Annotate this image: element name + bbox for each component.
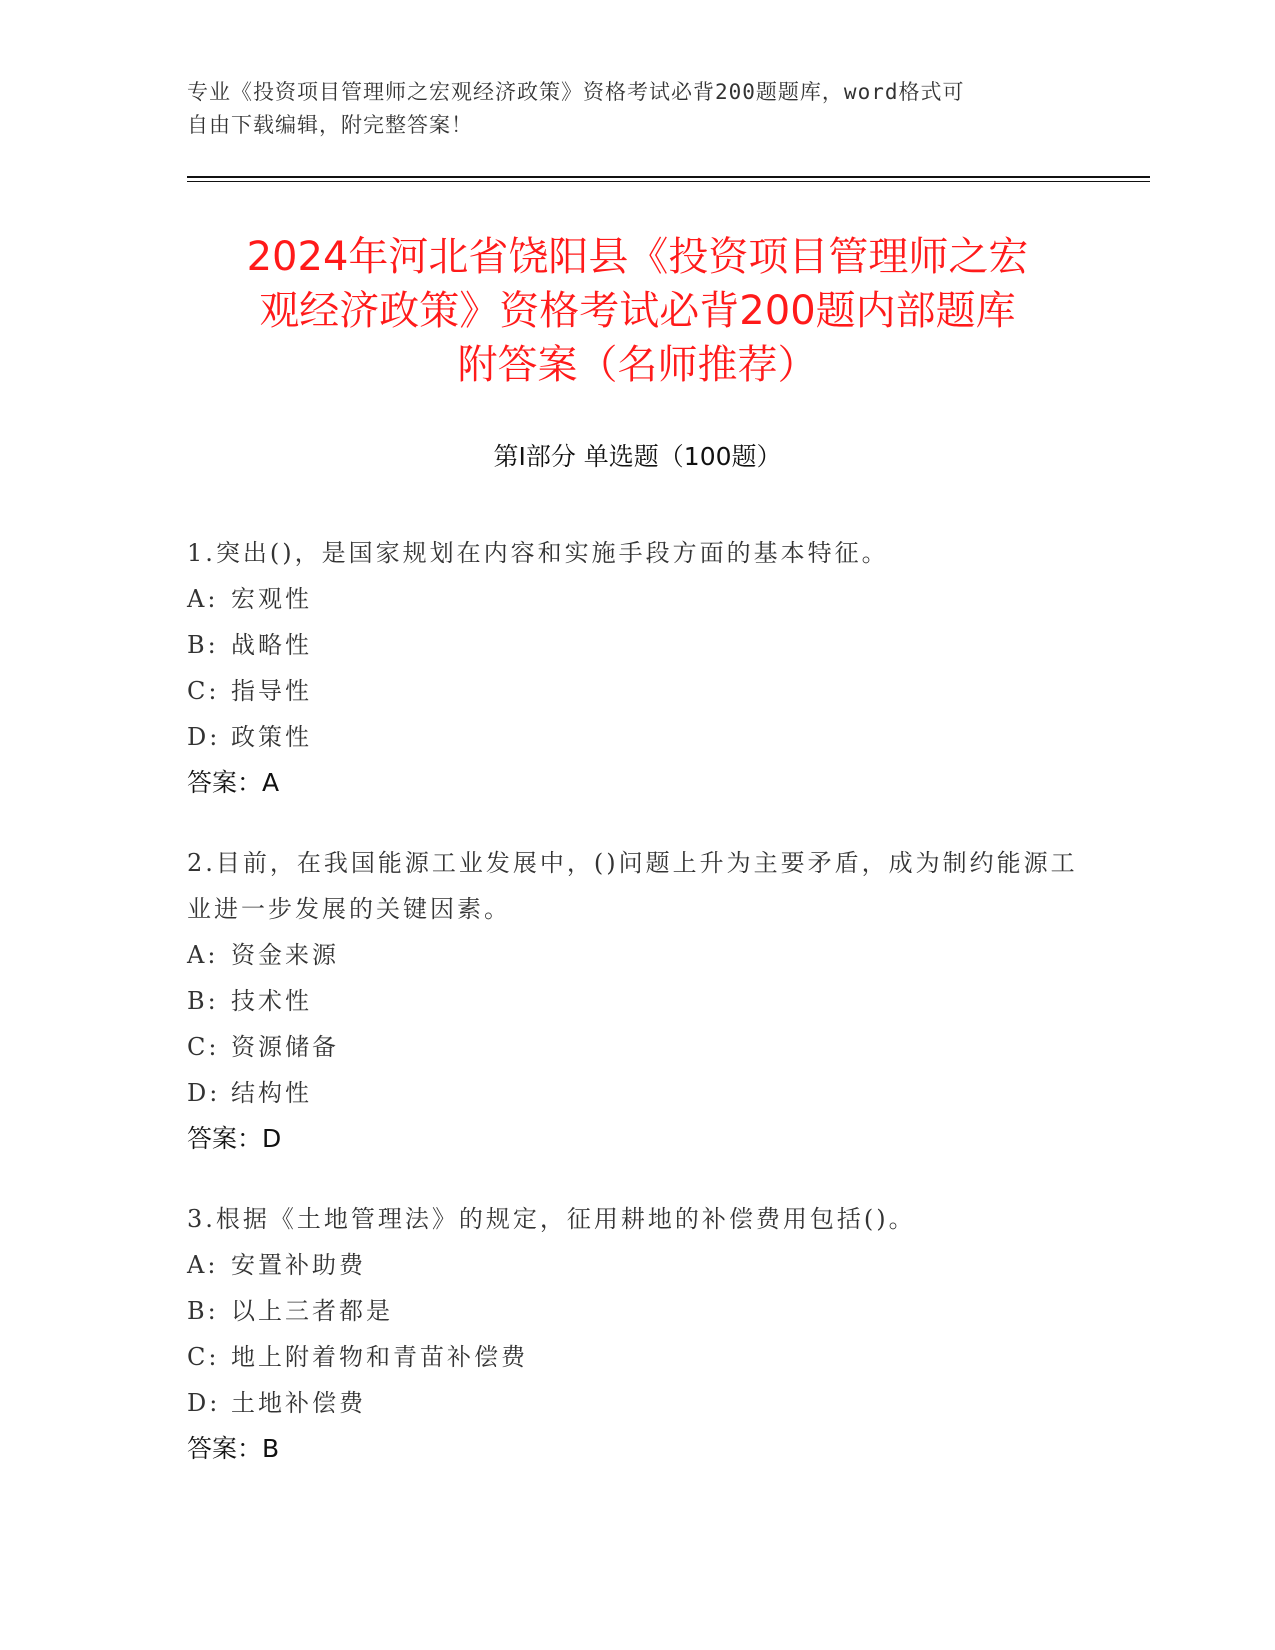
question-stem: 1.突出()，是国家规划在内容和实施手段方面的基本特征。 — [187, 539, 889, 567]
option-a — [187, 1242, 1087, 1288]
header-note — [187, 76, 1067, 142]
document-title — [150, 230, 1125, 392]
option-text: 政策性 — [231, 723, 312, 751]
option-text: 资金来源 — [231, 941, 339, 969]
option-key: D: — [187, 1079, 221, 1107]
option-key: A: — [187, 1251, 219, 1279]
option-a — [187, 576, 1087, 622]
header-divider-thick — [187, 176, 1150, 178]
title-line: 观经济政策》资格考试必背200题内部题库 — [259, 288, 1016, 334]
option-key: C: — [187, 677, 220, 705]
option-key: A: — [187, 941, 219, 969]
option-b — [187, 622, 1087, 668]
question-item — [187, 1196, 1087, 1472]
option-text: 技术性 — [231, 987, 312, 1015]
question-list — [187, 530, 1087, 1506]
section-heading: 第Ⅰ部分 单选题（100题） — [493, 442, 782, 471]
option-text: 战略性 — [231, 631, 312, 659]
answer-line: 答案：D — [187, 1124, 282, 1153]
option-key: D: — [187, 1389, 221, 1417]
option-text: 以上三者都是 — [231, 1297, 393, 1325]
option-text: 地上附着物和青苗补偿费 — [231, 1343, 528, 1371]
option-d — [187, 714, 1087, 760]
option-a — [187, 932, 1087, 978]
title-line: 2024年河北省饶阳县《投资项目管理师之宏 — [246, 234, 1029, 280]
option-text: 资源储备 — [231, 1033, 339, 1061]
option-key: D: — [187, 723, 221, 751]
option-text: 结构性 — [231, 1079, 312, 1107]
option-b — [187, 1288, 1087, 1334]
option-d — [187, 1070, 1087, 1116]
option-b — [187, 978, 1087, 1024]
answer-line: 答案：B — [187, 1434, 280, 1463]
option-d — [187, 1380, 1087, 1426]
header-note-line: 自由下载编辑，附完整答案！ — [187, 113, 473, 137]
answer-line: 答案：A — [187, 768, 280, 797]
option-c — [187, 1024, 1087, 1070]
option-key: C: — [187, 1033, 220, 1061]
option-key: A: — [187, 585, 219, 613]
header-divider-thin — [187, 181, 1150, 182]
question-item — [187, 840, 1087, 1162]
option-key: B: — [187, 631, 219, 659]
question-stem: 2.目前，在我国能源工业发展中，()问题上升为主要矛盾，成为制约能源工业进一步发展的关键因素。 — [187, 849, 1078, 923]
option-key: C: — [187, 1343, 220, 1371]
option-text: 安置补助费 — [231, 1251, 366, 1279]
question-item — [187, 530, 1087, 806]
header-note-line: 专业《投资项目管理师之宏观经济政策》资格考试必背200题题库，word格式可 — [187, 80, 965, 104]
option-key: B: — [187, 1297, 219, 1325]
title-line: 附答案（名师推荐） — [457, 342, 818, 388]
option-c — [187, 668, 1087, 714]
option-text: 指导性 — [231, 677, 312, 705]
option-c — [187, 1334, 1087, 1380]
question-stem: 3.根据《土地管理法》的规定，征用耕地的补偿费用包括()。 — [187, 1205, 916, 1233]
option-text: 宏观性 — [231, 585, 312, 613]
option-text: 土地补偿费 — [231, 1389, 366, 1417]
option-key: B: — [187, 987, 219, 1015]
